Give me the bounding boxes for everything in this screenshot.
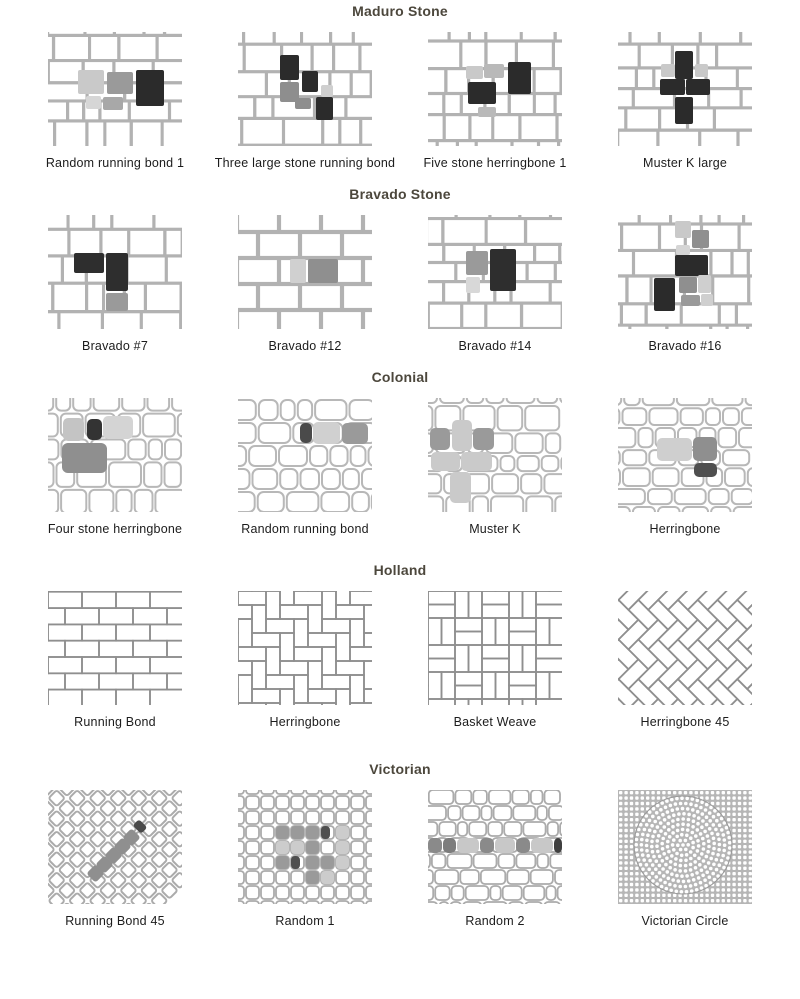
pattern-swatch-five-stone-herringbone-1 [428, 32, 562, 146]
pattern-label-five-stone-herringbone-1: Five stone herringbone 1 [423, 156, 567, 170]
pattern-tile-three-large-stone-running-bond [210, 32, 400, 171]
pattern-row-colonial [20, 398, 780, 537]
section-title-colonial: Colonial [371, 369, 429, 385]
pattern-row-maduro-stone [20, 32, 780, 171]
pattern-swatch-herringbone-45 [618, 591, 752, 705]
pattern-tile-bravado-12 [210, 215, 400, 354]
pattern-swatch-muster-k [428, 398, 562, 512]
pattern-label-three-large-stone-running-bond: Three large stone running bond [214, 156, 396, 170]
pattern-tile-bravado-16 [590, 215, 780, 354]
pattern-swatch-random-1 [238, 790, 372, 904]
section-colonial [0, 368, 800, 537]
pattern-tile-four-stone-herringbone [20, 398, 210, 537]
pattern-tile-bravado-7 [20, 215, 210, 354]
pattern-label-running-bond: Running Bond [74, 715, 156, 729]
pattern-label-muster-k-large: Muster K large [642, 156, 728, 170]
pattern-label-random-running-bond: Random running bond [241, 522, 369, 536]
pattern-swatch-muster-k-large [618, 32, 752, 146]
section-title-victorian: Victorian [369, 761, 431, 777]
pattern-tile-bravado-14 [400, 215, 590, 354]
section-title-bravado-stone: Bravado Stone [349, 186, 451, 202]
pattern-swatch-bravado-7 [48, 215, 182, 329]
pattern-label-holland-herringbone: Herringbone [269, 715, 341, 729]
pattern-tile-basket-weave [400, 591, 590, 730]
pattern-label-victorian-circle: Victorian Circle [641, 914, 729, 928]
pattern-swatch-bravado-14 [428, 215, 562, 329]
pattern-tile-random-running-bond [210, 398, 400, 537]
section-title-holland: Holland [373, 562, 427, 578]
pattern-swatch-bravado-16 [618, 215, 752, 329]
pattern-label-random-running-bond-1: Random running bond 1 [45, 156, 185, 170]
section-holland [0, 561, 800, 730]
pattern-swatch-random-running-bond-1 [48, 32, 182, 146]
section-maduro-stone [0, 2, 800, 171]
pattern-swatch-running-bond [48, 591, 182, 705]
pattern-swatch-four-stone-herringbone [48, 398, 182, 512]
pattern-swatch-basket-weave [428, 591, 562, 705]
pattern-tile-colonial-herringbone [590, 398, 780, 537]
pattern-swatch-random-2 [428, 790, 562, 904]
pattern-tile-muster-k-large [590, 32, 780, 171]
pattern-label-colonial-herringbone: Herringbone [649, 522, 721, 536]
pattern-tile-herringbone-45 [590, 591, 780, 730]
pattern-tile-holland-herringbone [210, 591, 400, 730]
pattern-label-bravado-16: Bravado #16 [648, 339, 722, 353]
pattern-label-bravado-14: Bravado #14 [458, 339, 532, 353]
pattern-label-running-bond-45: Running Bond 45 [65, 914, 165, 928]
pattern-swatch-colonial-herringbone [618, 398, 752, 512]
pattern-label-four-stone-herringbone: Four stone herringbone [47, 522, 183, 536]
section-victorian [0, 760, 800, 929]
pattern-swatch-holland-herringbone [238, 591, 372, 705]
pattern-tile-muster-k [400, 398, 590, 537]
pattern-tile-victorian-circle [590, 790, 780, 929]
pattern-label-herringbone-45: Herringbone 45 [640, 715, 730, 729]
pattern-tile-running-bond [20, 591, 210, 730]
pattern-swatch-three-large-stone-running-bond [238, 32, 372, 146]
pattern-label-bravado-7: Bravado #7 [82, 339, 148, 353]
pattern-tile-five-stone-herringbone-1 [400, 32, 590, 171]
pattern-label-basket-weave: Basket Weave [453, 715, 537, 729]
pattern-tile-random-running-bond-1 [20, 32, 210, 171]
pattern-swatch-victorian-circle [618, 790, 752, 904]
pattern-swatch-running-bond-45 [48, 790, 182, 904]
pattern-row-victorian [20, 790, 780, 929]
pattern-swatch-random-running-bond [238, 398, 372, 512]
pattern-swatch-bravado-12 [238, 215, 372, 329]
pattern-label-bravado-12: Bravado #12 [268, 339, 342, 353]
pattern-label-muster-k: Muster K [469, 522, 521, 536]
pattern-label-random-2: Random 2 [465, 914, 525, 928]
section-bravado-stone [0, 185, 800, 354]
pattern-tile-running-bond-45 [20, 790, 210, 929]
pattern-label-random-1: Random 1 [275, 914, 335, 928]
pattern-row-holland [20, 591, 780, 730]
section-title-maduro-stone: Maduro Stone [352, 3, 448, 19]
pattern-row-bravado-stone [20, 215, 780, 354]
pattern-tile-random-2 [400, 790, 590, 929]
pattern-tile-random-1 [210, 790, 400, 929]
